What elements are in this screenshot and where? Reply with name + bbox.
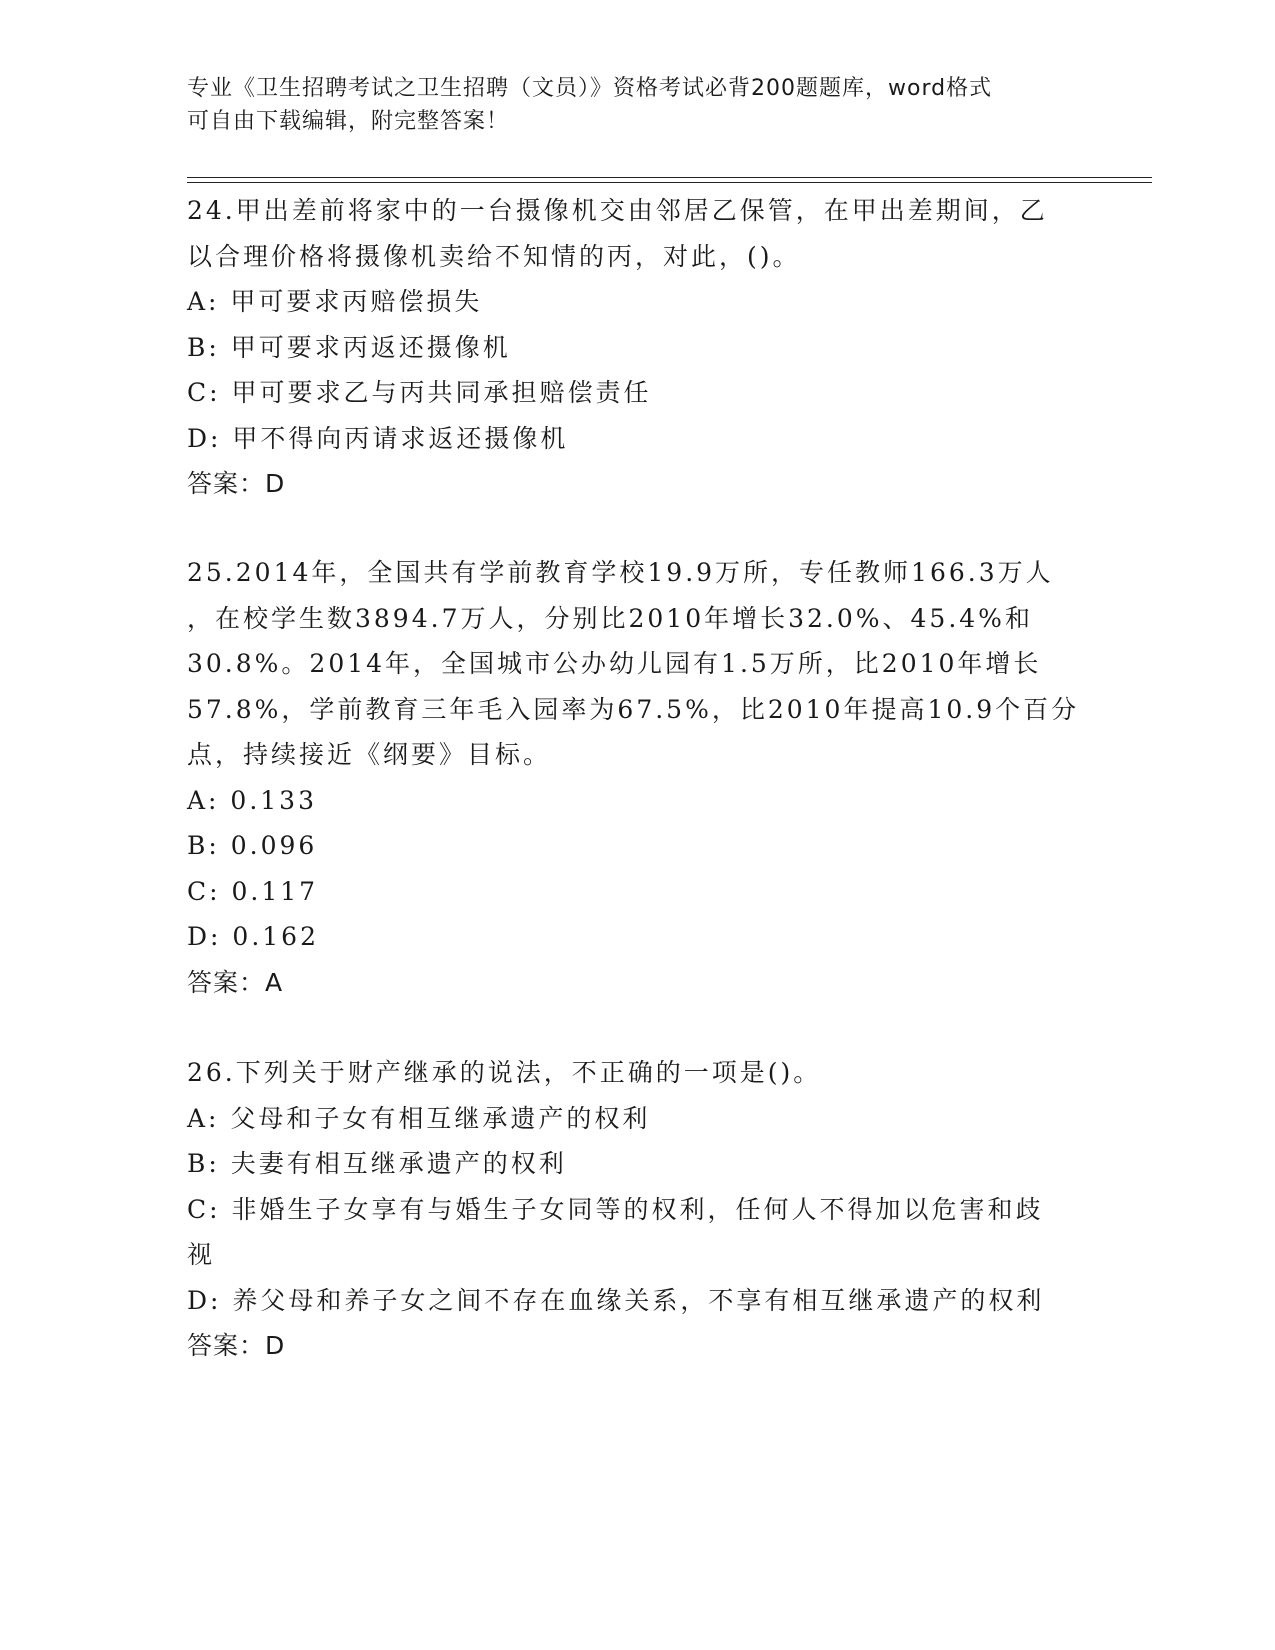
question-stem: [187, 188, 1087, 279]
answer-label: 答案：D: [187, 469, 286, 498]
header-line-1: 专业《卫生招聘考试之卫生招聘（文员）》资格考试必背200题题库，word格式: [187, 76, 993, 101]
stem-line: 30.8%。2014年，全国城市公办幼儿园有1.5万所，比2010年增长: [187, 649, 1042, 678]
option-b: B: 0.096: [187, 831, 318, 860]
option-c: C: 非婚生子女享有与婚生子女同等的权利，任何人不得加以危害和歧: [187, 1194, 1044, 1224]
stem-line: 26.下列关于财产继承的说法，不正确的一项是()。: [187, 1058, 822, 1087]
question-26: [187, 1050, 1087, 1369]
header-divider: [187, 177, 1152, 183]
option-b: B: 夫妻有相互继承遗产的权利: [187, 1149, 567, 1178]
stem-line: 24.甲出差前将家中的一台摄像机交由邻居乙保管，在甲出差期间，乙: [187, 196, 1048, 225]
stem-line: 以合理价格将摄像机卖给不知情的丙，对此，()。: [187, 241, 801, 271]
stem-line: ，在校学生数3894.7万人，分别比2010年增长32.0%、45.4%和: [187, 603, 1033, 633]
question-24: [187, 188, 1087, 507]
question-stem: [187, 550, 1087, 778]
stem-line: 57.8%，学前教育三年毛入园率为67.5%，比2010年提高10.9个百分: [187, 694, 1080, 724]
answer-label: 答案：A: [187, 967, 284, 997]
option-c-continued: 视: [187, 1240, 216, 1269]
answer-label: 答案：D: [187, 1331, 286, 1360]
option-d: D: 养父母和养子女之间不存在血缘关系，不享有相互继承遗产的权利: [187, 1285, 1045, 1315]
stem-line: 25.2014年，全国共有学前教育学校19.9万所，专任教师166.3万人: [187, 558, 1054, 587]
question-stem: [187, 1050, 1087, 1096]
option-a: A: 父母和子女有相互继承遗产的权利: [187, 1103, 651, 1133]
option-c: C: 甲可要求乙与丙共同承担赔偿责任: [187, 378, 652, 407]
option-d: D: 0.162: [187, 922, 319, 951]
document-header: [187, 72, 1087, 138]
option-d: D: 甲不得向丙请求返还摄像机: [187, 423, 569, 453]
option-b: B: 甲可要求丙返还摄像机: [187, 332, 511, 362]
stem-line: 点，持续接近《纲要》目标。: [187, 740, 552, 769]
option-a: A: 甲可要求丙赔偿损失: [187, 287, 483, 316]
option-a: A: 0.133: [187, 785, 317, 815]
option-c: C: 0.117: [187, 876, 319, 906]
header-line-2: 可自由下载编辑，附完整答案！: [187, 109, 510, 134]
question-25: [187, 550, 1087, 1005]
